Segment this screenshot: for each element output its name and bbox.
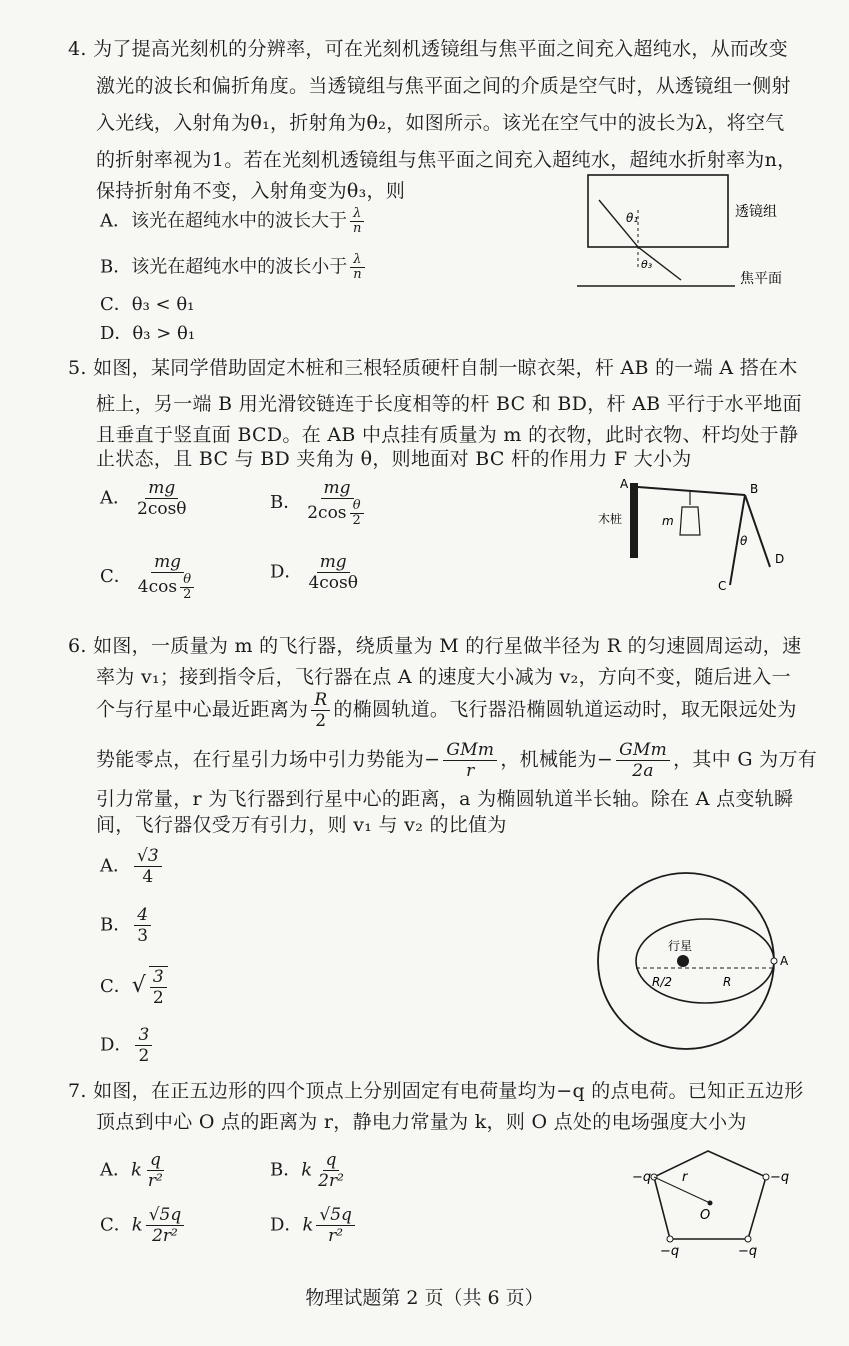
q4-line2: 激光的波长和偏折角度。当透镜组与焦平面之间的介质是空气时，从透镜组一侧射 (96, 75, 791, 97)
q6-a-num: √3 (134, 846, 162, 867)
q6-d-den: 2 (138, 1046, 150, 1066)
q6-a-label: A． (100, 855, 131, 877)
q7-line1: 7. 如图，在正五边形的四个顶点上分别固定有电荷量均为−q 的点电荷。已知正五边形 (68, 1080, 804, 1102)
q6-line4-b: ，机械能为− (500, 748, 614, 771)
lens-group-label: 透镜组 (735, 204, 777, 220)
q6-line6: 间，飞行器仅受万有引力，则 v₁ 与 v₂ 的比值为 (96, 814, 507, 836)
point-a-marker (771, 958, 777, 964)
q7-c-label: C． (100, 1214, 132, 1236)
q5-a-num: mg (145, 478, 178, 499)
q5-d-label: D． (270, 561, 303, 583)
label-d: D (775, 552, 785, 566)
charge-label: −q (738, 1244, 758, 1258)
q6-option-b (100, 905, 154, 946)
q7-d-k: k (302, 1214, 314, 1236)
q7-c-k: k (131, 1214, 143, 1236)
q7-option-c (100, 1205, 187, 1246)
q6-line2: 率为 v₁；接到指令后，飞行器在点 A 的速度大小减为 v₂，方向不变，随后进入一 (96, 666, 791, 688)
q5-b-half-num: θ (350, 499, 364, 514)
q5-line1: 5. 如图，某同学借助固定木桩和三根轻质硬杆自制一晾衣架，杆 AB 的一端 A 搭在木 (68, 357, 798, 379)
q6-line1: 6. 如图，一质量为 m 的飞行器，绕质量为 M 的行星做半径为 R 的匀速圆周运动，速 (68, 635, 802, 657)
r-half-label: R/2 (652, 975, 673, 989)
rod-ab (638, 487, 745, 495)
q6-line3 (96, 690, 797, 731)
q7-d-num: √5q (316, 1205, 355, 1226)
q4-a-frac-den: n (353, 221, 362, 236)
q5-c-num: mg (151, 552, 184, 573)
wooden-post-label: 木桩 (598, 512, 623, 526)
q4-line4: 的折射率视为1。若在光刻机透镜组与焦平面之间充入超纯水，超纯水折射率为n， (96, 149, 797, 171)
q6-me-num: GMm (616, 740, 670, 761)
q5-option-a (100, 478, 193, 519)
q4-option-c: C．θ₃ < θ₁ (100, 294, 195, 315)
q7-b-k: k (301, 1159, 313, 1181)
q5-option-c (100, 552, 203, 602)
q5-option-b (270, 478, 373, 528)
q5-a-den: 2cosθ (137, 499, 187, 519)
q7-option-d (270, 1205, 358, 1246)
charge-marker (667, 1236, 673, 1242)
charge-label: −q (770, 1170, 790, 1185)
q6-r-den: 2 (315, 711, 327, 731)
q6-b-label: B． (100, 914, 132, 936)
q6-option-a (100, 846, 165, 887)
q5-a-label: A． (100, 487, 131, 509)
q7-option-b (270, 1150, 350, 1191)
center-point (708, 1201, 713, 1206)
q7-a-k: k (131, 1159, 142, 1181)
q5-option-d (270, 552, 364, 593)
q7-figure (630, 1143, 800, 1258)
theta3-label: θ₃ (641, 258, 653, 271)
q4-option-a-text: A．该光在超纯水中的波长大于 (100, 210, 347, 232)
q4-option-a (100, 207, 367, 236)
page-footer: 物理试题第 2 页（共 6 页） (305, 1287, 544, 1309)
label-a: A (620, 477, 629, 491)
q6-figure (590, 868, 800, 1058)
q6-line5: 引力常量，r 为飞行器到行星中心的距离，a 为椭圆轨道半长轴。除在 A 点变轨瞬 (96, 788, 794, 810)
q7-c-num: √5q (146, 1205, 185, 1226)
q4-figure (575, 170, 790, 295)
q6-line4-c: ，其中 G 为万有 (673, 748, 818, 771)
q5-b-half-den: 2 (352, 513, 361, 528)
q4-b-frac-num: λ (350, 253, 364, 268)
q5-c-den: 4cos (137, 577, 178, 597)
q6-line3-a: 个与行星中心最近距离为 (96, 698, 309, 721)
q6-me-den: 2a (632, 761, 654, 781)
pentagon (654, 1151, 766, 1239)
label-c: C (718, 579, 727, 593)
clothes-icon (680, 507, 700, 535)
q4-b-frac-den: n (353, 267, 362, 282)
theta1-label: θ₁ (626, 211, 639, 225)
q7-b-num: q (323, 1150, 340, 1171)
q4-line1: 4. 为了提高光刻机的分辨率，可在光刻机透镜组与焦平面之间充入超纯水，从而改变 (68, 38, 788, 60)
point-a-label: A (780, 954, 789, 968)
q7-b-label: B． (270, 1159, 302, 1181)
charge-marker (745, 1236, 751, 1242)
q6-line3-b: 的椭圆轨道。飞行器沿椭圆轨道运动时，取无限远处为 (333, 698, 797, 721)
q5-c-half-num: θ (180, 573, 194, 588)
q5-c-label: C． (100, 566, 132, 587)
q4-option-b-text: B．该光在超纯水中的波长小于 (100, 256, 348, 278)
q6-line4 (96, 740, 817, 781)
q7-d-label: D． (270, 1214, 303, 1236)
q6-r-num: R (311, 690, 330, 711)
q6-d-label: D． (100, 1034, 133, 1056)
q7-b-den: 2r² (318, 1171, 344, 1191)
q5-line3: 且垂直于竖直面 BCD。在 AB 中点挂有质量为 m 的衣物，此时衣物、杆均处于静 (96, 424, 799, 446)
q5-b-num: mg (321, 478, 354, 499)
r-label: R (723, 975, 732, 989)
planet-icon (677, 955, 689, 967)
q5-b-den: 2cos (307, 503, 347, 523)
q4-line3: 入光线，入射角为θ₁，折射角为θ₂，如图所示。该光在空气中的波长为λ，将空气 (96, 112, 785, 134)
q6-pe-den: r (466, 761, 475, 781)
q6-d-num: 3 (135, 1025, 152, 1046)
q7-a-label: A． (100, 1159, 131, 1181)
q6-c-num: 3 (150, 967, 167, 988)
q7-d-den: r² (328, 1226, 344, 1246)
q5-d-num: mg (317, 552, 350, 573)
focal-plane-label: 焦平面 (740, 271, 782, 287)
q6-c-den: 2 (152, 988, 164, 1008)
r-label: r (682, 1170, 688, 1185)
q5-figure (590, 475, 800, 600)
label-b: B (750, 482, 759, 496)
q7-c-den: 2r² (152, 1226, 178, 1246)
q4-line5: 保持折射角不变，入射角变为θ₃，则 (96, 180, 406, 202)
q7-a-num: q (147, 1150, 164, 1171)
center-o-label: O (700, 1208, 711, 1223)
planet-label: 行星 (668, 939, 693, 953)
q6-line4-a: 势能零点，在行星引力场中引力势能为− (96, 748, 441, 771)
q4-a-frac-num: λ (350, 207, 364, 222)
mass-label: m (662, 514, 674, 528)
elliptical-orbit (636, 919, 774, 1003)
q5-line2: 桩上，另一端 B 用光滑铰链连于长度相等的杆 BC 和 BD，杆 AB 平行于水平地面 (96, 393, 802, 415)
q7-a-den: r² (147, 1171, 163, 1191)
q7-option-a (100, 1150, 169, 1191)
charge-label: −q (660, 1244, 680, 1258)
q4-option-b (100, 253, 368, 282)
charge-marker (763, 1174, 769, 1180)
wooden-post (630, 483, 638, 558)
q5-d-den: 4cosθ (308, 573, 358, 593)
q7-line2: 顶点到中心 O 点的距离为 r，静电力常量为 k，则 O 点处的电场强度大小为 (96, 1111, 747, 1133)
q4-option-d: D．θ₃ > θ₁ (100, 323, 196, 344)
q5-c-half-den: 2 (183, 587, 192, 602)
q6-a-den: 4 (142, 867, 154, 887)
q6-pe-num: GMm (443, 740, 497, 761)
q5-b-label: B． (270, 492, 302, 513)
q6-b-den: 3 (137, 926, 149, 946)
q6-option-d (100, 1025, 155, 1066)
rod-bd (745, 495, 770, 567)
q5-line4: 止状态，且 BC 与 BD 夹角为 θ，则地面对 BC 杆的作用力 F 大小为 (96, 448, 692, 470)
theta-label: θ (740, 534, 748, 548)
q6-c-label: C． (100, 976, 132, 997)
q6-b-num: 4 (134, 905, 151, 926)
q6-option-c: C．√ $\frac{3}{2}$ (100, 966, 171, 1008)
charge-label: −q (632, 1170, 652, 1185)
